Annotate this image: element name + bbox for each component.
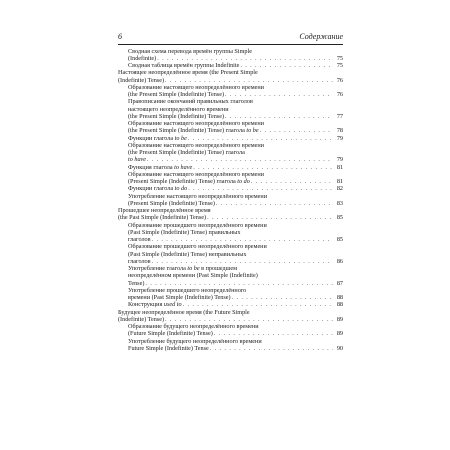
toc-entry (118, 120, 343, 135)
toc-entry (118, 301, 343, 308)
toc-entry (118, 185, 343, 192)
toc-entry-text: Образование настоящего неопределённого времени (128, 83, 264, 91)
dot-leader (188, 185, 333, 192)
dot-leader (240, 62, 333, 69)
toc-entry-text: Tense) (128, 279, 145, 287)
dot-leader (260, 127, 333, 134)
toc-entry-text: настоящего неопределённого времени (128, 105, 229, 113)
toc-entry-last-line (118, 164, 343, 171)
toc-entry-text: (Indefinite) Tense) (118, 315, 165, 323)
toc-entry (118, 287, 343, 302)
toc-page-number: 77 (336, 112, 343, 120)
dot-leader (251, 178, 333, 185)
toc-entry (118, 135, 343, 142)
toc-page-number: 75 (336, 54, 343, 62)
toc-page-number: 83 (336, 199, 343, 207)
toc-entry (118, 164, 343, 171)
dot-leader (157, 55, 333, 62)
toc-entry-last-line (118, 156, 343, 163)
toc-entry-text: Будущее неопределённое время (the Future Simple (118, 308, 250, 316)
toc-entry-text: Образование настоящего неопределённого времени (128, 170, 264, 178)
toc-entry (118, 338, 343, 353)
toc-entry-text: (Past Simple (Indefinite) Tense) правильных (128, 228, 241, 236)
toc-entry-last-line (118, 113, 343, 120)
toc-entry-text: Конструкция used to (128, 301, 182, 309)
dot-leader (145, 280, 333, 287)
toc-entry-text: (the Past Simple (Indefinite) Tense) (118, 214, 207, 222)
toc-entry-text: Образование настоящего неопределённого времени (128, 141, 264, 149)
toc-entry-text: времени (Past Simple (Indefinite) Tense) (128, 294, 231, 301)
toc-entry-last-line (118, 135, 343, 142)
dot-leader (214, 330, 333, 337)
toc-entry (118, 171, 343, 186)
dot-leader (193, 164, 333, 171)
toc-entry-text: Образование будущего неопределённого времени (128, 323, 259, 330)
toc-entry (118, 265, 343, 287)
toc-page-number: 81 (336, 163, 343, 171)
table-of-contents (118, 48, 343, 353)
toc-entry-text: (Present Simple (Indefinite) Tense) (128, 199, 215, 207)
toc-entry-text: Правописание окончаний правильных глаголов (128, 98, 253, 106)
toc-page-number: 85 (336, 236, 343, 243)
toc-entry-last-line (118, 62, 343, 69)
toc-entry-text: глаголов (128, 257, 151, 265)
toc-entry (118, 84, 343, 99)
toc-entry-text: Future Simple (Indefinite) Tense (128, 344, 209, 352)
dot-leader (165, 316, 333, 323)
toc-entry-text: (Indefinite) Tense) (118, 76, 165, 84)
toc-entry-text: Сводная схема перевода времён группы Simple (128, 47, 252, 55)
toc-entry (118, 222, 343, 244)
toc-entry-last-line (118, 345, 343, 352)
toc-entry-text: (the Present Simple (Indefinite) Tense) глагола (128, 149, 245, 156)
toc-page-number: 90 (336, 344, 343, 352)
toc-entry-text: Сводная таблица времён группы Indefinite (128, 62, 240, 69)
toc-entry-last-line (118, 214, 343, 221)
toc-page-number: 79 (336, 156, 343, 164)
book-page (118, 32, 343, 352)
toc-entry-last-line (118, 280, 343, 287)
dot-leader (152, 236, 333, 243)
toc-entry-text: Употребление будущего неопределённого времени (128, 337, 262, 345)
toc-entry (118, 193, 343, 208)
toc-entry-last-line (118, 178, 343, 185)
dot-leader (165, 77, 333, 84)
toc-page-number: 76 (336, 91, 343, 98)
toc-entry-last-line (118, 127, 343, 134)
toc-entry-last-line (118, 258, 343, 265)
running-header (118, 32, 343, 45)
toc-page-number: 81 (336, 178, 343, 185)
toc-entry-text: глаголов (128, 236, 151, 243)
dot-leader (210, 345, 333, 352)
toc-entry-text: (Future Simple (Indefinite) Tense) (128, 330, 213, 338)
toc-entry-text: (Past Simple (Indefinite) Tense) неправильных (128, 250, 247, 258)
toc-entry-last-line (118, 316, 343, 323)
toc-entry (118, 69, 343, 84)
toc-entry-last-line (118, 301, 343, 308)
toc-entry-text: Употребление настоящего неопределённого времени (128, 192, 268, 200)
dot-leader (147, 156, 333, 163)
toc-page-number: 75 (336, 62, 343, 69)
toc-page-number: 85 (336, 214, 343, 222)
toc-entry-text: Образование прошедшего неопределённого времени (128, 221, 267, 229)
toc-entry-text: Употребление глагола to be в прошедшем (128, 265, 238, 272)
dot-leader (216, 200, 333, 207)
toc-entry (118, 207, 343, 222)
toc-entry-text: Образование прошедшего неопределённого времени (128, 243, 267, 251)
section-title: Содержание (299, 32, 343, 41)
dot-leader (225, 91, 333, 98)
toc-entry-text: Функция глагола to have (128, 163, 193, 171)
toc-entry (118, 62, 343, 69)
toc-entry-text: (Present Simple (Indefinite) Tense) глагола to do (128, 178, 250, 185)
toc-entry-text: Образование настоящего неопределённого времени (128, 120, 264, 127)
toc-entry-text: Настоящее неопределённое время (the Present Simple (118, 69, 258, 77)
dot-leader (183, 301, 333, 308)
toc-entry-text: Прошедшее неопределённое время (118, 207, 211, 214)
toc-page-number: 86 (336, 257, 343, 265)
dot-leader (225, 113, 333, 120)
toc-entry (118, 48, 343, 63)
toc-entry-last-line (118, 55, 343, 62)
toc-page-number: 87 (336, 279, 343, 287)
toc-entry-text: Функции глагола to be (128, 134, 187, 142)
toc-page-number: 88 (336, 301, 343, 309)
toc-page-number: 79 (336, 134, 343, 142)
toc-page-number: 89 (336, 330, 343, 338)
toc-entry-text: (the Present Simple (Indefinite) Tense) глагола to be (128, 127, 259, 135)
toc-entry-last-line (118, 294, 343, 301)
toc-entry (118, 142, 343, 164)
toc-entry-text: неопределённом времени (Past Simple (Indefinite) (128, 272, 258, 280)
dot-leader (188, 135, 333, 142)
toc-entry-last-line (118, 77, 343, 84)
toc-entry-last-line (118, 200, 343, 207)
toc-entry (118, 243, 343, 265)
toc-entry-text: (Indefinite) (128, 54, 157, 62)
toc-entry (118, 309, 343, 324)
toc-entry-text: (the Present Simple (Indefinite) Tense) (128, 112, 225, 120)
toc-entry (118, 323, 343, 338)
toc-page-number: 82 (336, 185, 343, 193)
page-number: 6 (118, 32, 122, 41)
toc-entry-text: Функции глагола to do (128, 185, 188, 193)
dot-leader (232, 294, 333, 301)
toc-page-number: 89 (336, 315, 343, 323)
toc-page-number: 88 (336, 294, 343, 301)
toc-entry-last-line (118, 185, 343, 192)
toc-entry (118, 98, 343, 120)
toc-entry-text: to have (128, 156, 147, 164)
toc-entry-text: Употребление прошедшего неопределённого (128, 286, 247, 294)
toc-page-number: 76 (336, 76, 343, 84)
toc-entry-last-line (118, 236, 343, 243)
toc-page-number: 78 (336, 127, 343, 135)
dot-leader (207, 214, 333, 221)
toc-entry-text: (the Present Simple (Indefinite) Tense) (128, 91, 225, 98)
dot-leader (152, 258, 333, 265)
toc-entry-last-line (118, 91, 343, 98)
toc-entry-last-line (118, 330, 343, 337)
